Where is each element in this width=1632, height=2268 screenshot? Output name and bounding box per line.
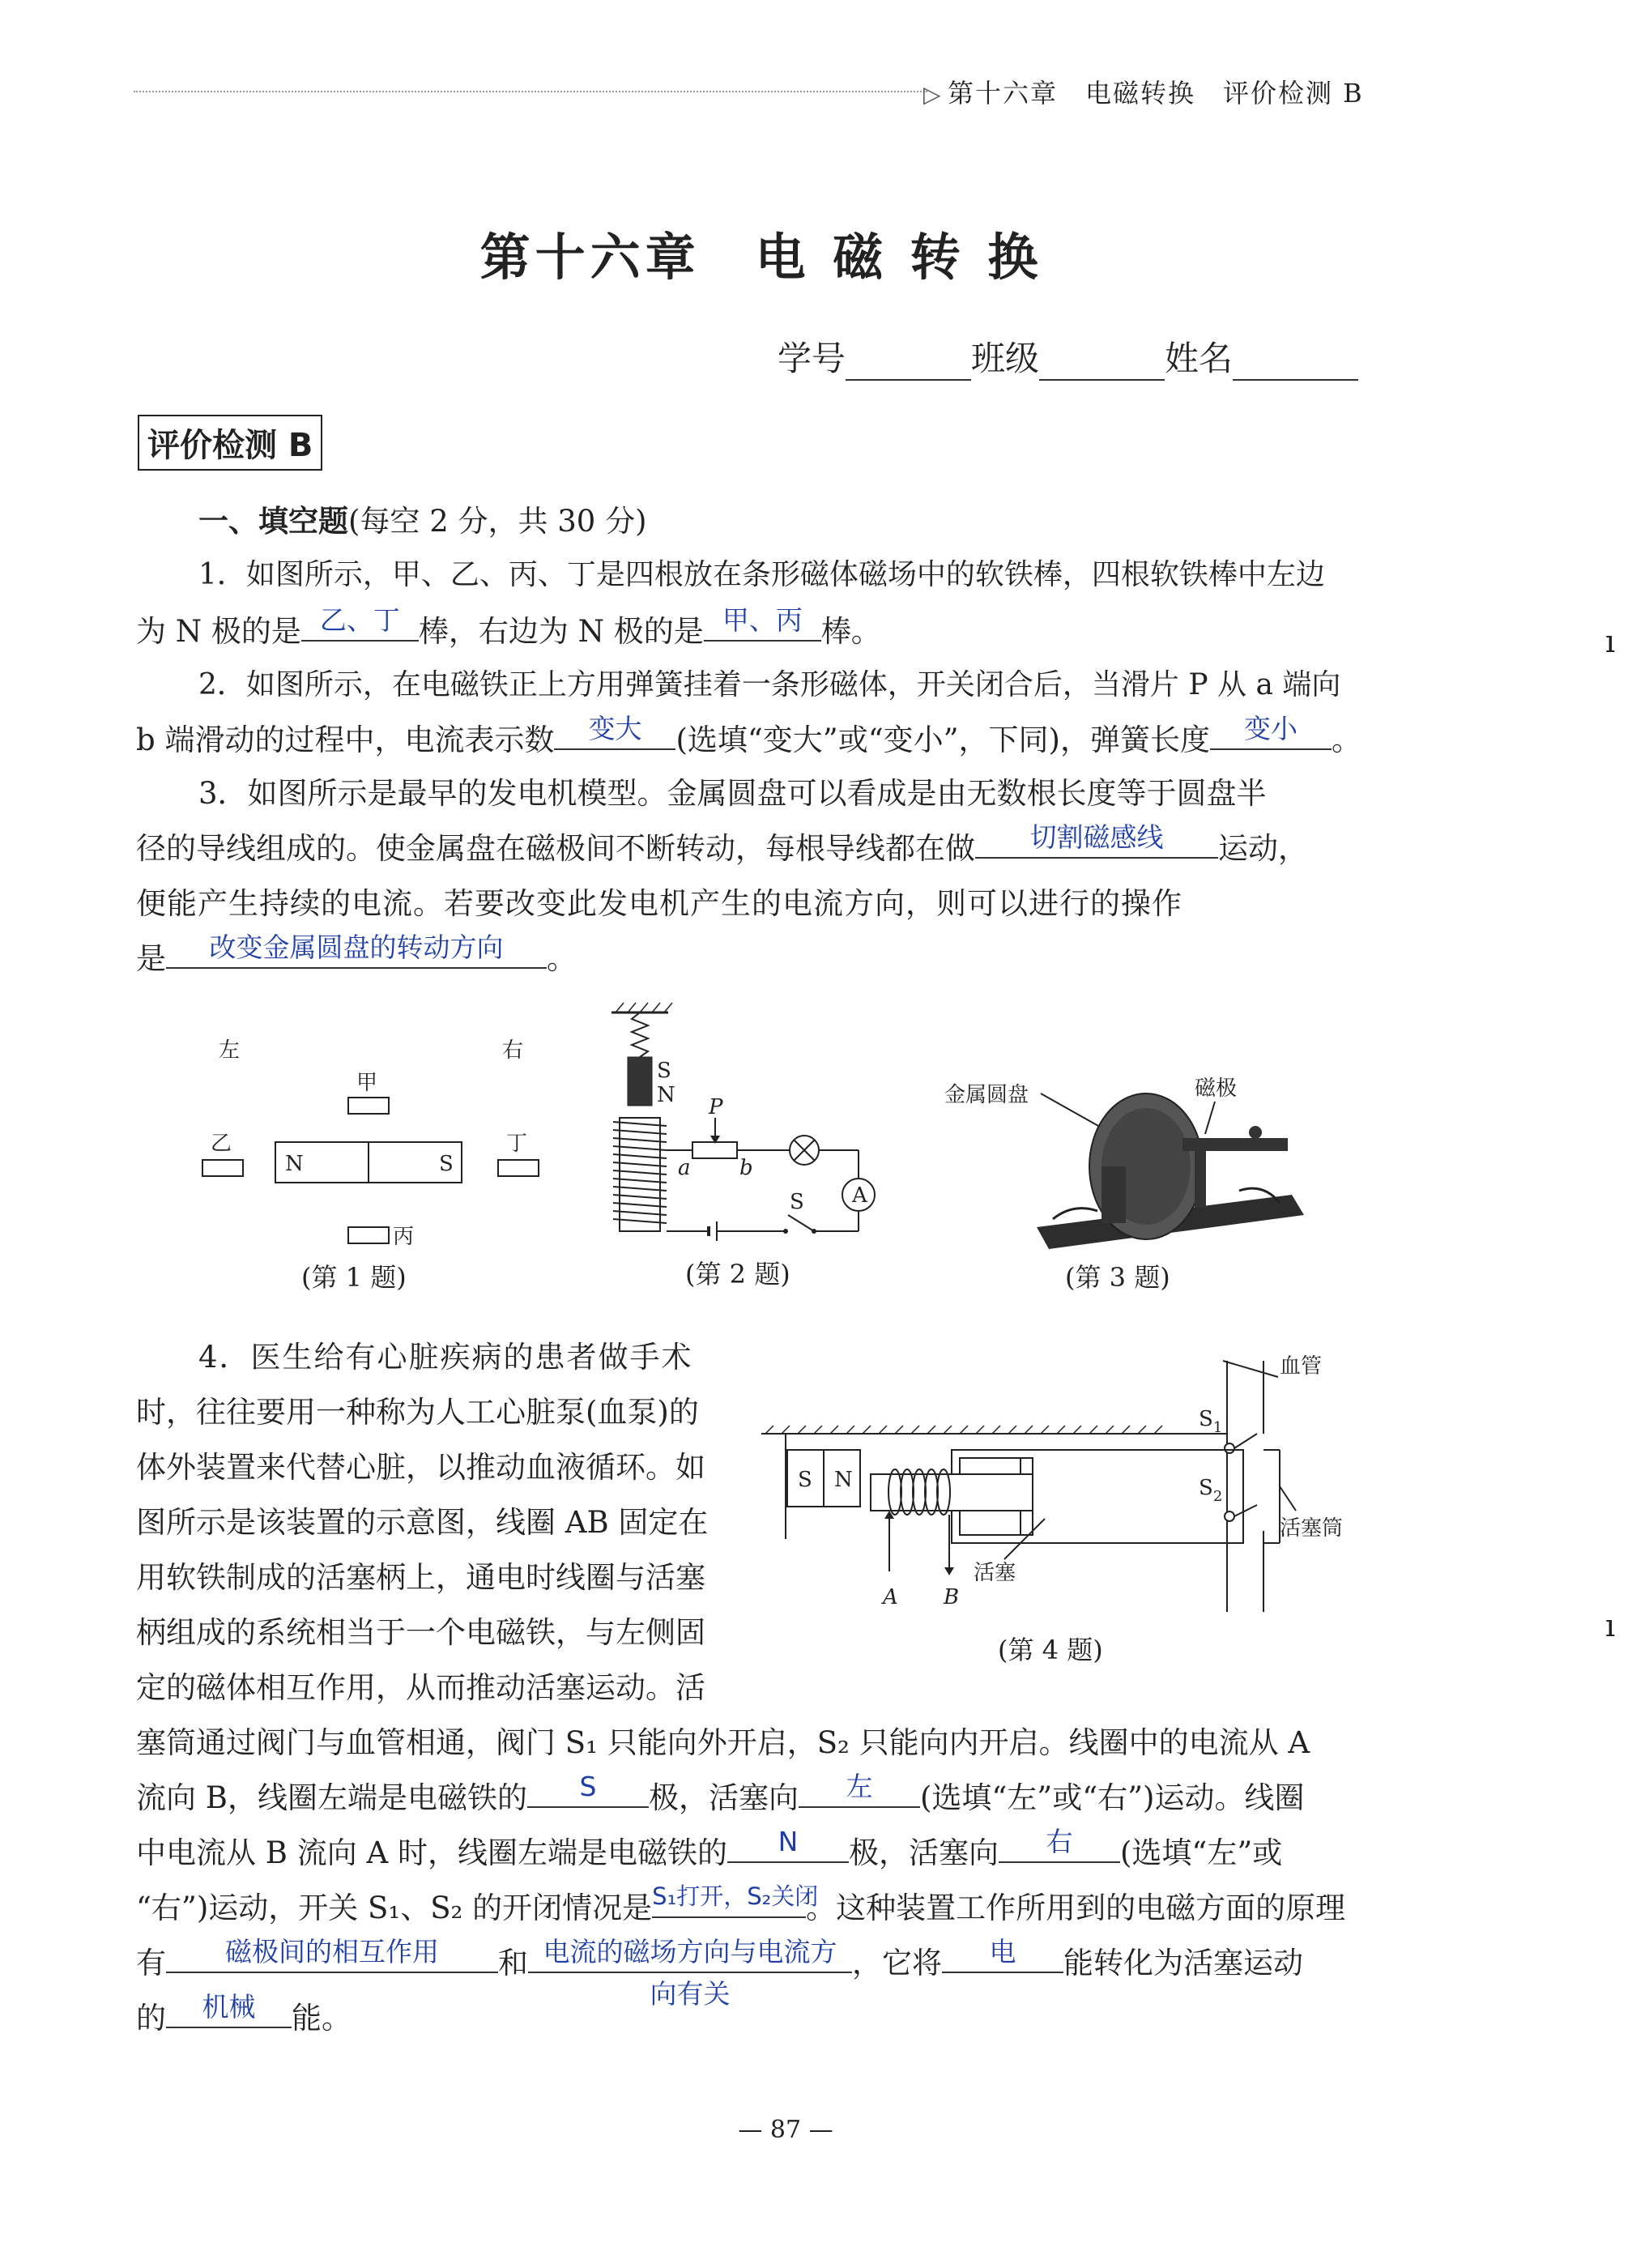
chapter-title: 第十六章 电 磁 转 换 (479, 228, 1043, 287)
fig4-valve-s2-flap (1234, 1505, 1257, 1516)
fig4-magnet-n: N (834, 1468, 853, 1492)
q4-text-12a: 有 (136, 1946, 166, 1980)
q4-text-10a: 中电流从 B 流向 A 时，线圈左端是电磁铁的 (136, 1835, 727, 1870)
student-info (778, 332, 1358, 381)
q4-answer-4: 右 (1046, 1826, 1073, 1857)
q2-blank-2[interactable] (1210, 713, 1332, 750)
q1-answer-1: 乙、丁 (319, 604, 400, 636)
margin-mark-icon: ı (1605, 1608, 1616, 1643)
fig3-terminal (1249, 1126, 1262, 1139)
fig4-lead-a-label: A (883, 1585, 898, 1609)
fig4-s2-sub: 2 (1212, 1488, 1223, 1505)
fig3-disk-pointer (1041, 1094, 1106, 1130)
fig2-switch-label: S (790, 1190, 804, 1214)
q1-text-c: 棒。 (820, 614, 881, 649)
q4-text-12c: ，它将 (852, 1946, 942, 1980)
q4-line5: 用软铁制成的活塞柄上，通电时线圈与活塞 (136, 1560, 705, 1595)
fig1-rod-yi (202, 1160, 243, 1176)
q4-text-10b: 极，活塞向 (848, 1835, 999, 1870)
page-number: — 87 — (738, 2116, 833, 2144)
q3-line1: 3．如图所示是最早的发电机模型。金属圆盘可以看成是由无数根长度等于圆盘半 (198, 776, 1267, 811)
q2-line2 (136, 713, 1367, 767)
q4-blank-5[interactable] (652, 1881, 819, 1918)
section-label: 评价检测 B (138, 415, 322, 471)
q4-blank-7[interactable] (528, 1936, 852, 2010)
q4-text-9b: 极，活塞向 (648, 1780, 799, 1815)
q2-line1: 2．如图所示，在电磁铁正上方用弹簧挂着一条形磁体，开关闭合后，当滑片 P 从 a 端向 (198, 668, 1341, 701)
fig3-pole-label: 磁极 (1195, 1076, 1238, 1101)
q4-line3: 体外装置来代替心脏，以推动血液循环。如 (136, 1450, 705, 1485)
figure-2 (595, 996, 895, 1256)
fig3-magnet-pole (1182, 1138, 1288, 1151)
fig1-rod-bing (348, 1227, 389, 1243)
fig1-rod-jia (348, 1098, 389, 1114)
q4-line8: 塞筒通过阀门与血管相通，阀门 S₁ 只能向外开启，S₂ 只能向内开启。线圈中的电流从 A (136, 1725, 1310, 1760)
fig1-jia-label: 甲 (356, 1071, 378, 1095)
fig1-bing-label: 丙 (393, 1225, 415, 1249)
q4-blank-1[interactable] (527, 1771, 649, 1808)
header-arrow-icon: ▷ (923, 81, 941, 108)
q4-text-11a: “右”)运动，开关 S₁、S₂ 的开闭情况是 (136, 1891, 653, 1925)
q3-answer-2: 改变金属圆盘的转动方向 (209, 932, 504, 963)
fig1-rod-ding (498, 1160, 539, 1176)
fig2-caption: (第 2 题) (685, 1259, 790, 1290)
q3-text-b: 运动， (1218, 831, 1308, 866)
fig3-disk-label: 金属圆盘 (944, 1083, 1029, 1107)
part1-note: (每空 2 分，共 30 分) (348, 504, 647, 539)
fig2-slider-p: P (709, 1095, 723, 1119)
q2-answer-1: 变大 (588, 713, 642, 744)
fig2-magnet-n: N (657, 1083, 675, 1107)
running-header: 第十六章 电磁转换 评价检测 B (948, 78, 1364, 109)
fig1-ding-label: 丁 (506, 1132, 528, 1156)
name-blank[interactable] (1233, 350, 1358, 381)
fig4-magnet-s: S (798, 1468, 812, 1492)
q4-line6: 柄组成的系统相当于一个电磁铁，与左侧固 (136, 1615, 705, 1650)
fig1-right-label: 右 (502, 1038, 524, 1063)
q4-blank-9[interactable] (166, 1991, 292, 2028)
header-rule (134, 91, 927, 92)
fig1-left-label: 左 (219, 1038, 241, 1063)
q2-blank-1[interactable] (554, 713, 675, 750)
fig2-spring (632, 1013, 648, 1057)
fig1-magnet-n: N (285, 1152, 304, 1176)
q1-text-a: 为 N 极的是 (136, 614, 301, 649)
q3-line3: 便能产生持续的电流。若要改变此发电机产生的电流方向，则可以进行的操作 (136, 886, 1182, 921)
fig4-s1-label (1199, 1407, 1222, 1436)
name-label: 姓名 (1165, 339, 1234, 378)
q4-blank-4[interactable] (999, 1826, 1120, 1863)
fig4-vessel-label: 血管 (1280, 1354, 1323, 1379)
q4-text-13b: 能。 (292, 2001, 352, 2036)
q4-answer-8: 电 (989, 1936, 1016, 1967)
part1-heading (198, 494, 1430, 548)
q4-text-13a: 的 (136, 2001, 166, 2036)
q4-text-12b: 和 (498, 1946, 528, 1980)
q4-answer-3: N (778, 1826, 799, 1857)
q4-answer-5: S₁打开，S₂关闭 (652, 1882, 819, 1910)
fig2-switch-icon (788, 1215, 814, 1231)
q4-line1: 4．医生给有心脏疾病的患者做手术 (198, 1340, 693, 1375)
fig4-cylinder-label: 活塞筒 (1280, 1516, 1344, 1541)
q4-text-11b: 。这种装置工作所用到的电磁方面的原理 (806, 1891, 1346, 1925)
fig3-stand (1101, 1166, 1126, 1223)
fig4-lead-b-label: B (944, 1585, 960, 1609)
q4-text-10c: (选填“左”或 (1119, 1835, 1283, 1870)
q1-blank-1[interactable] (301, 604, 419, 642)
student-id-label: 学号 (778, 339, 846, 378)
q1-text-b: 棒，右边为 N 极的是 (418, 614, 704, 649)
q4-line2: 时，往往要用一种称为人工心脏泵(血泵)的 (136, 1395, 699, 1430)
q4-blank-6[interactable] (166, 1936, 498, 1973)
q4-text-9c: (选填“左”或“右”)运动。线圈 (919, 1780, 1305, 1815)
q3-text-d: 。 (547, 941, 577, 976)
fig3-wire-left (1053, 1209, 1097, 1219)
fig1-caption: (第 1 题) (301, 1262, 407, 1293)
q4-answer-2: 左 (846, 1771, 873, 1802)
q4-answer-7a: 电流的磁场方向与电流方 (543, 1936, 837, 1967)
fig4-s1-sub: 1 (1212, 1419, 1223, 1436)
q4-line7: 定的磁体相互作用，从而推动活塞运动。活 (136, 1670, 705, 1705)
q4-blank-8[interactable] (942, 1936, 1063, 1973)
q4-text-12d: 能转化为活塞运动 (1063, 1946, 1303, 1980)
figure-1 (186, 1021, 567, 1264)
fig1-yi-label: 乙 (211, 1132, 232, 1156)
fig2-magnet-s: S (657, 1059, 671, 1083)
class-blank[interactable] (1039, 350, 1165, 381)
fig2-switch-node-1 (812, 1229, 816, 1234)
q4-line4: 图所示是该装置的示意图，线圈 AB 固定在 (136, 1505, 709, 1540)
fig4-valve-s1 (1225, 1443, 1234, 1453)
q4-answer-1: S (579, 1771, 597, 1802)
q4-answer-9: 机械 (202, 1991, 256, 2023)
fig4-lead-b-arrow (944, 1567, 954, 1575)
fig2-end-b: b (739, 1156, 753, 1180)
fig2-ammeter-label: A (852, 1183, 867, 1208)
q2-text-b: (选填“变大”或“变小”，下同)，弹簧长度 (675, 723, 1210, 757)
fig4-s2-label (1199, 1476, 1222, 1505)
q1-blank-2[interactable] (704, 604, 821, 642)
q2-text-a: b 端滑动的过程中，电流表示数 (136, 723, 555, 757)
q4-answer-7b: 向有关 (650, 1978, 731, 2010)
part1-title: 一、填空题 (198, 504, 348, 539)
fig2-rheostat (692, 1142, 737, 1158)
q3-answer-1: 切割磁感线 (1029, 821, 1164, 853)
q4-blank-3[interactable] (727, 1826, 849, 1863)
class-label: 班级 (971, 339, 1040, 378)
fig4-valve-s1-flap (1234, 1434, 1257, 1448)
fig4-s1-text: S (1199, 1407, 1213, 1431)
fig2-end-a: a (678, 1156, 691, 1180)
fig4-valve-s2 (1225, 1511, 1234, 1521)
fig4-vessel-pointer (1223, 1361, 1278, 1377)
q2-text-c: 。 (1332, 723, 1361, 757)
q1-answer-2: 甲、丙 (722, 604, 803, 636)
student-id-blank[interactable] (846, 350, 971, 381)
fig4-lead-a-arrow (884, 1511, 894, 1519)
fig3-pole-pointer (1205, 1102, 1215, 1134)
q3-blank-2[interactable] (166, 932, 547, 969)
fig4-s2-text: S (1199, 1476, 1213, 1500)
q4-answer-6: 磁极间的相互作用 (225, 1936, 439, 1967)
q1-line1: 1．如图所示，甲、乙、丙、丁是四根放在条形磁体磁场中的软铁棒，四根软铁棒中左边 (198, 558, 1325, 591)
fig4-caption: (第 4 题) (998, 1635, 1103, 1665)
q3-blank-1[interactable] (975, 821, 1218, 859)
fig2-ceiling-hatch (616, 1003, 672, 1013)
q3-line4 (136, 932, 1367, 986)
fig4-cylinder-pointer (1280, 1486, 1296, 1511)
fig3-pole-post (1195, 1151, 1206, 1208)
fig4-piston-label: 活塞 (974, 1561, 1016, 1585)
fig4-top-hatch (765, 1426, 1162, 1434)
q3-line2 (136, 821, 1367, 876)
fig4-piston-rod (871, 1474, 1033, 1511)
fig1-magnet-s: S (439, 1152, 454, 1176)
q4-text-9a: 流向 B，线圈左端是电磁铁的 (136, 1780, 527, 1815)
q1-line2 (136, 604, 1367, 659)
q4-blank-2[interactable] (799, 1771, 920, 1808)
q3-text-a: 径的导线组成的。使金属盘在磁极间不断转动，每根导线都在做 (136, 831, 975, 866)
fig2-hanging-magnet (628, 1057, 652, 1106)
q2-answer-2: 变小 (1244, 713, 1298, 744)
figure-3 (931, 1069, 1320, 1256)
margin-mark-icon: ı (1605, 624, 1616, 659)
q4-line13 (136, 1991, 1367, 2045)
q3-text-c: 是 (136, 941, 166, 976)
fig3-caption: (第 3 题) (1065, 1262, 1170, 1293)
figure-4 (761, 1345, 1393, 1636)
